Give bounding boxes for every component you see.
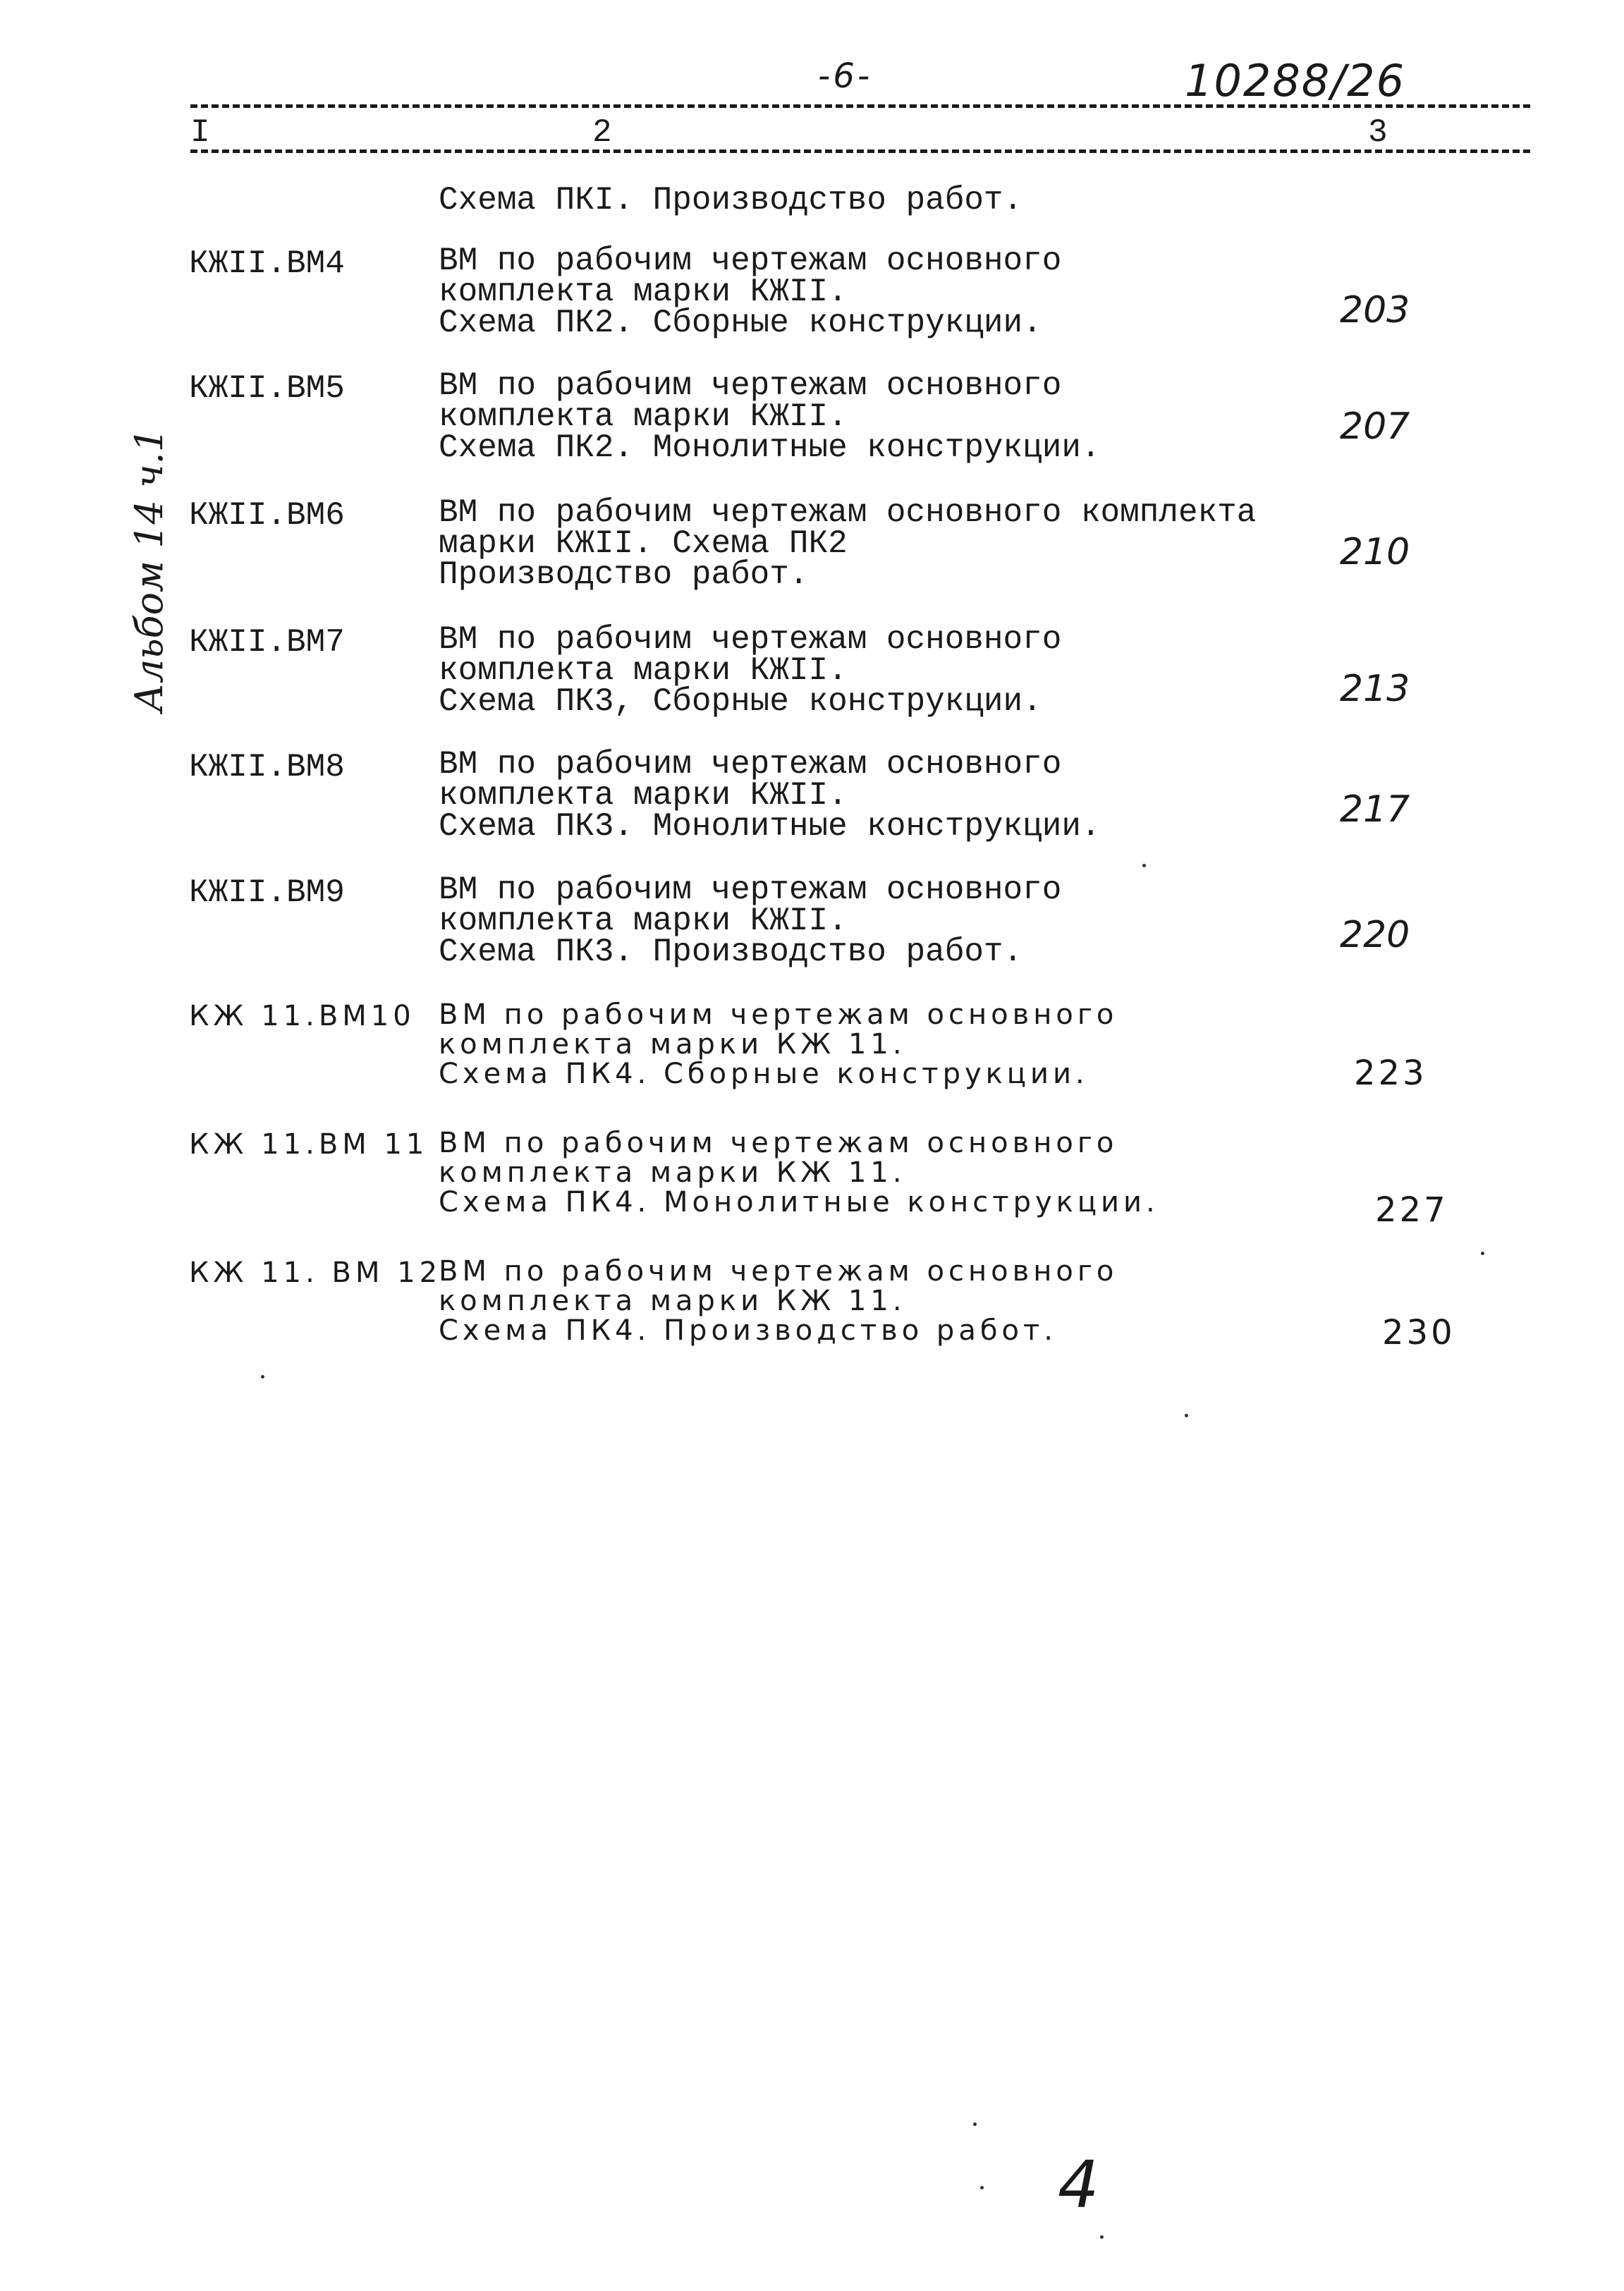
- entry-line: Схема ПК3, Сборные конструкции.: [439, 683, 1042, 720]
- margin-annotation: Альбом 14 ч.1: [127, 427, 171, 712]
- entry-page: 230: [1382, 1313, 1455, 1352]
- entry-description: [439, 621, 1062, 720]
- entry-line: ВМ по рабочим чертежам основного: [439, 872, 1062, 908]
- entry-code: КЖII.ВМ4: [189, 245, 345, 282]
- scan-speck: [1142, 864, 1146, 867]
- entry-code: КЖ 11.ВМ 11: [189, 1128, 429, 1161]
- scan-speck: [261, 1375, 264, 1379]
- entry-line: марки КЖII. Схема ПК2: [439, 525, 848, 562]
- entry-code: КЖ 11.ВМ10: [189, 1000, 415, 1032]
- bottom-page-mark: 4: [1058, 2147, 1099, 2223]
- continued-entry-line: Схема ПКI. Производство работ.: [439, 182, 1023, 219]
- entry-page: 207: [1340, 405, 1410, 448]
- scan-speck: [980, 2186, 984, 2189]
- entry-page: 223: [1354, 1053, 1427, 1093]
- entry-line: Схема ПК3. Производство работ.: [439, 934, 1023, 970]
- entry-page: 213: [1340, 668, 1410, 710]
- entry-line: ВМ по рабочим чертежам основного комплекта: [439, 494, 1257, 531]
- entry-line: Схема ПК4. Производство работ.: [439, 1314, 1057, 1347]
- entry-page: 227: [1375, 1190, 1448, 1230]
- entry-line: Производство работ.: [439, 556, 809, 593]
- entry-description: [439, 367, 1101, 466]
- column-header-2: 2: [592, 114, 612, 151]
- page-number: -6-: [818, 56, 873, 96]
- entry-code: КЖII.ВМ7: [189, 624, 345, 661]
- entry-line: ВМ по рабочим чертежам основного: [439, 367, 1062, 404]
- entry-line: Схема ПК3. Монолитные конструкции.: [439, 808, 1101, 845]
- scan-speck: [973, 2122, 977, 2126]
- entry-page: 203: [1340, 289, 1410, 331]
- entry-description: [439, 1128, 1159, 1217]
- entry-page: 210: [1340, 531, 1410, 573]
- entry-line: комплекта марки КЖ 11.: [439, 1028, 906, 1061]
- entry-description: [439, 243, 1062, 341]
- entry-code: КЖII.ВМ8: [189, 749, 345, 786]
- scan-speck: [1185, 1414, 1188, 1417]
- entry-description: [439, 746, 1101, 845]
- entry-code: КЖ 11. ВМ 12: [189, 1257, 442, 1289]
- entry-line: Схема ПК4. Монолитные конструкции.: [439, 1186, 1159, 1218]
- entry-line: Схема ПК4. Сборные конструкции.: [439, 1058, 1089, 1090]
- table-header-rule: [190, 149, 1530, 153]
- entry-description: [439, 872, 1062, 970]
- entry-line: комплекта марки КЖ 11.: [439, 1285, 906, 1317]
- entry-page: 220: [1340, 914, 1410, 956]
- entry-line: Схема ПК2. Монолитные конструкции.: [439, 429, 1101, 466]
- entry-line: комплекта марки КЖII.: [439, 777, 848, 814]
- entry-description: [439, 494, 1257, 593]
- table-top-rule: [190, 104, 1530, 108]
- entry-code: КЖII.ВМ6: [189, 497, 345, 534]
- entry-line: комплекта марки КЖII.: [439, 652, 848, 689]
- entry-line: ВМ по рабочим чертежам основного: [439, 243, 1062, 279]
- entry-line: комплекта марки КЖII.: [439, 903, 848, 939]
- scan-speck: [1481, 1252, 1484, 1255]
- entry-line: ВМ по рабочим чертежам основного: [439, 998, 1118, 1031]
- column-header-3: 3: [1368, 114, 1388, 151]
- entry-description: [439, 1000, 1118, 1089]
- entry-page: 217: [1340, 788, 1410, 831]
- entry-description: [439, 1257, 1118, 1345]
- entry-line: комплекта марки КЖII.: [439, 274, 848, 310]
- entry-line: ВМ по рабочим чертежам основного: [439, 1127, 1118, 1159]
- entry-line: комплекта марки КЖII.: [439, 398, 848, 435]
- scan-speck: [1100, 2235, 1104, 2239]
- entry-line: комплекта марки КЖ 11.: [439, 1156, 906, 1189]
- entry-code: КЖII.ВМ9: [189, 874, 345, 911]
- entry-line: Схема ПК2. Сборные конструкции.: [439, 305, 1042, 341]
- entry-line: ВМ по рабочим чертежам основного: [439, 621, 1062, 658]
- entry-line: ВМ по рабочим чертежам основного: [439, 746, 1062, 783]
- entry-code: КЖII.ВМ5: [189, 370, 345, 407]
- document-number: 10288/26: [1185, 55, 1406, 106]
- column-header-1: I: [190, 114, 210, 151]
- entry-line: ВМ по рабочим чертежам основного: [439, 1255, 1118, 1288]
